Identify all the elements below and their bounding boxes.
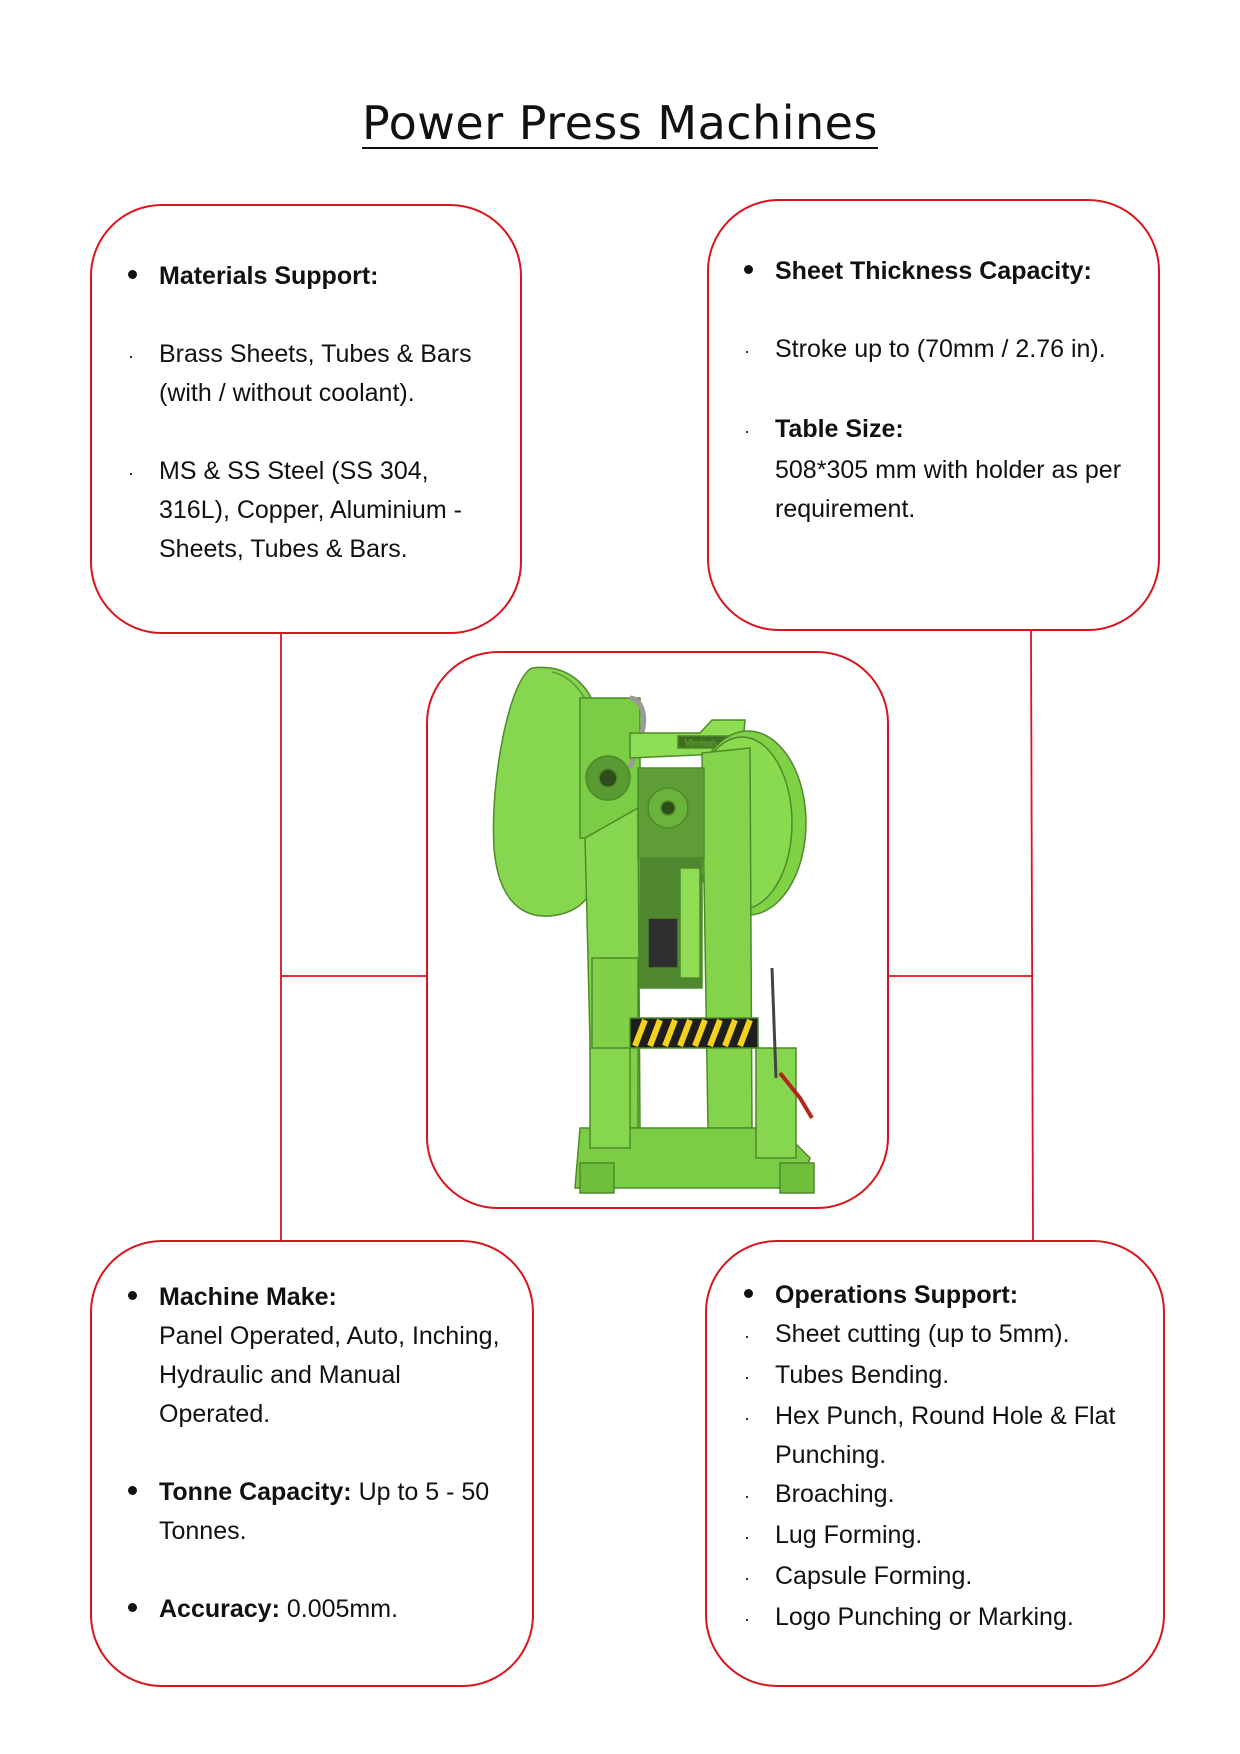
list-item: · Broaching.: [744, 1475, 1144, 1516]
tonne-capacity: [128, 1473, 518, 1551]
make-value: Panel Operated, Auto, Inching, Hydraulic and Manual Operated.: [159, 1322, 500, 1428]
operations-heading: Operations Support:: [744, 1276, 1144, 1315]
middot-icon: ·: [744, 1367, 750, 1387]
bullet-icon: [744, 1289, 753, 1298]
middot-icon: ·: [744, 341, 750, 361]
middot-icon: ·: [744, 1527, 750, 1547]
middot-icon: ·: [128, 463, 134, 483]
bullet-icon: [128, 270, 137, 279]
list-item: · Lug Forming.: [744, 1516, 1144, 1557]
list-item: · Capsule Forming.: [744, 1557, 1144, 1598]
list-item: · MS & SS Steel (SS 304, 316L), Copper, Aluminium - Sheets, Tubes & Bars.: [128, 452, 498, 569]
bullet-icon: [744, 265, 753, 274]
bullet-icon: [128, 1603, 137, 1612]
list-item: · Logo Punching or Marking.: [744, 1598, 1144, 1639]
tonne-label: Tonne Capacity:: [159, 1478, 352, 1506]
power-press-machine-illustration: [480, 658, 830, 1203]
accuracy-value: 0.005mm.: [279, 1595, 399, 1623]
materials-content: [128, 257, 498, 569]
list-item: · Hex Punch, Round Hole & Flat Punching.: [744, 1397, 1144, 1475]
list-item: · Stroke up to (70mm / 2.76 in).: [744, 330, 1124, 371]
page-title: Power Press Machines: [362, 96, 878, 150]
list-item: · Tubes Bending.: [744, 1356, 1144, 1397]
list-item: · Sheet cutting (up to 5mm).: [744, 1315, 1144, 1356]
thickness-heading: Sheet Thickness Capacity:: [744, 252, 1124, 291]
thickness-content: [744, 252, 1124, 529]
middot-icon: ·: [744, 1568, 750, 1588]
table-size-value: 508*305 mm with holder as per requirement.: [775, 456, 1122, 523]
middot-icon: ·: [744, 1609, 750, 1629]
middot-icon: ·: [744, 1486, 750, 1506]
connector-right-vertical: [1031, 631, 1033, 1240]
list-item: · Brass Sheets, Tubes & Bars (with / without coolant).: [128, 335, 498, 413]
middot-icon: ·: [128, 346, 134, 366]
operations-content: [744, 1276, 1144, 1639]
middot-icon: ·: [744, 421, 750, 441]
make-heading: Machine Make:: [128, 1278, 518, 1317]
make-content: [128, 1278, 518, 1629]
tonne-value: Up to 5 - 50 Tonnes.: [159, 1478, 490, 1545]
middot-icon: ·: [744, 1408, 750, 1428]
bullet-icon: [128, 1486, 137, 1495]
bullet-icon: [128, 1291, 137, 1300]
middot-icon: ·: [744, 1326, 750, 1346]
accuracy-label: Accuracy:: [159, 1595, 280, 1623]
table-size-label: Table Size:: [775, 415, 904, 443]
accuracy: [128, 1590, 518, 1629]
machine-plate-text: Vimlesh: [685, 739, 717, 748]
list-item: [744, 410, 1124, 451]
materials-heading: Materials Support:: [128, 257, 498, 296]
